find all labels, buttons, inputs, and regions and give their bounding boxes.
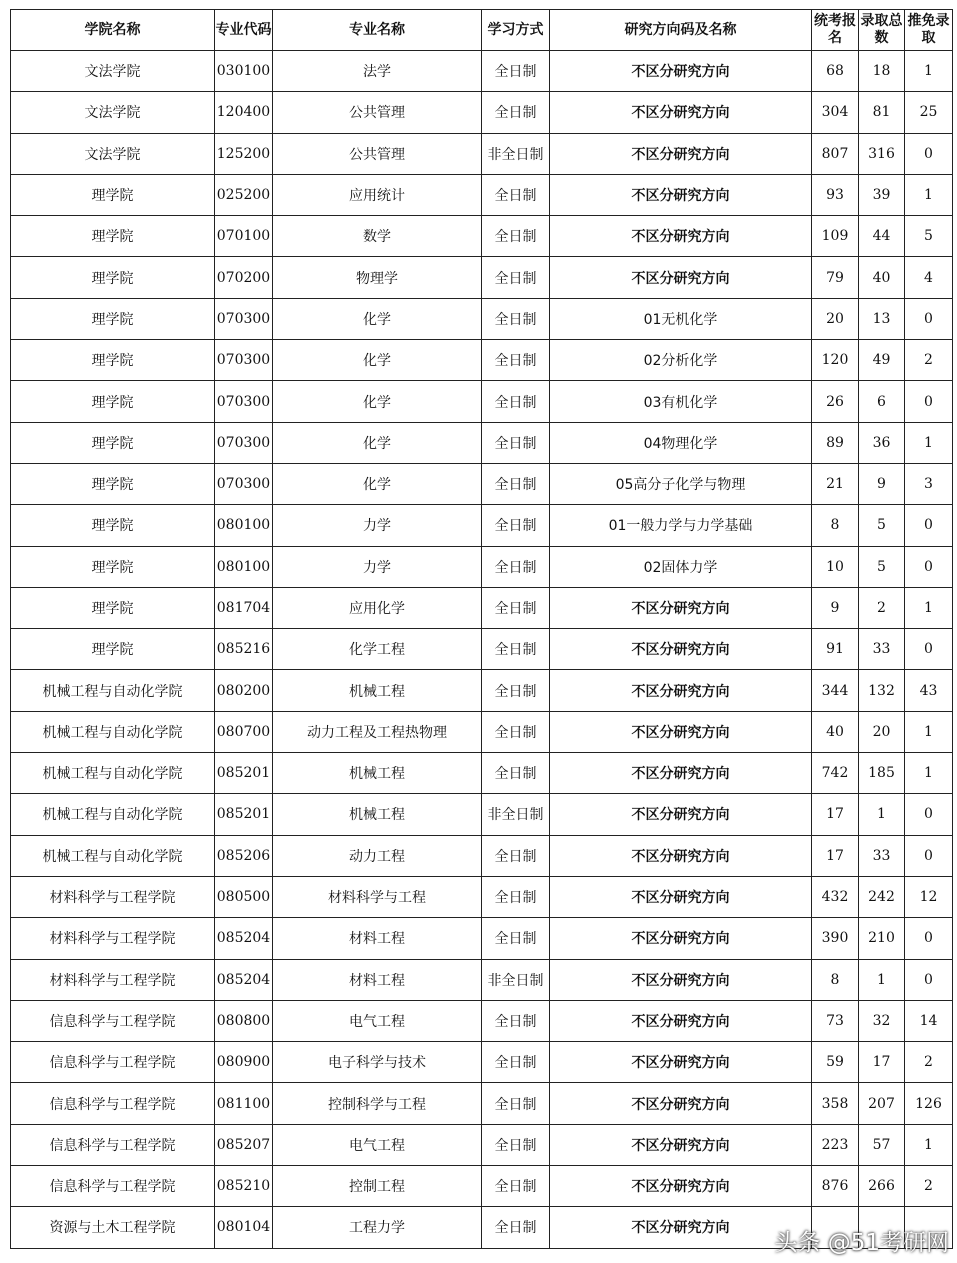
cell-applicants: 17 <box>812 835 859 876</box>
table-row <box>11 546 953 587</box>
cell-applicants: 20 <box>812 298 859 339</box>
cell-applicants: 93 <box>812 174 859 215</box>
table-row <box>11 1124 953 1165</box>
cell-admitted: 49 <box>859 340 905 381</box>
cell-admitted: 18 <box>859 51 905 92</box>
cell-college: 理学院 <box>11 298 215 339</box>
cell-admitted: 242 <box>859 876 905 917</box>
cell-recommended: 2 <box>905 340 953 381</box>
cell-admitted: 210 <box>859 918 905 959</box>
cell-admitted: 13 <box>859 298 905 339</box>
table-row <box>11 876 953 917</box>
cell-college: 理学院 <box>11 587 215 628</box>
cell-code: 080100 <box>215 546 273 587</box>
cell-college: 机械工程与自动化学院 <box>11 794 215 835</box>
cell-direction: 不区分研究方向 <box>550 133 812 174</box>
cell-recommended: 0 <box>905 918 953 959</box>
table-row <box>11 463 953 504</box>
table-row <box>11 629 953 670</box>
cell-applicants: 109 <box>812 216 859 257</box>
cell-college: 理学院 <box>11 505 215 546</box>
header-direction: 研究方向码及名称 <box>550 10 812 51</box>
cell-direction: 不区分研究方向 <box>550 959 812 1000</box>
cell-recommended: 0 <box>905 381 953 422</box>
cell-mode: 全日制 <box>482 546 550 587</box>
cell-admitted: 40 <box>859 257 905 298</box>
cell-recommended: 1 <box>905 587 953 628</box>
table-row <box>11 340 953 381</box>
cell-direction: 不区分研究方向 <box>550 794 812 835</box>
cell-college: 机械工程与自动化学院 <box>11 835 215 876</box>
table-row <box>11 711 953 752</box>
cell-code: 030100 <box>215 51 273 92</box>
cell-admitted: 1 <box>859 959 905 1000</box>
table-row <box>11 1000 953 1041</box>
cell-applicants: 358 <box>812 1083 859 1124</box>
cell-applicants: 79 <box>812 257 859 298</box>
table-row <box>11 505 953 546</box>
cell-major: 物理学 <box>273 257 482 298</box>
cell-admitted: 185 <box>859 753 905 794</box>
cell-recommended: 1 <box>905 753 953 794</box>
cell-college: 文法学院 <box>11 51 215 92</box>
cell-recommended: 0 <box>905 629 953 670</box>
cell-code: 085210 <box>215 1166 273 1207</box>
cell-major: 电子科学与技术 <box>273 1042 482 1083</box>
cell-major: 材料科学与工程 <box>273 876 482 917</box>
cell-applicants: 742 <box>812 753 859 794</box>
table-row <box>11 835 953 876</box>
cell-mode: 全日制 <box>482 381 550 422</box>
header-mode: 学习方式 <box>482 10 550 51</box>
cell-college: 机械工程与自动化学院 <box>11 711 215 752</box>
table-row <box>11 174 953 215</box>
cell-applicants: 8 <box>812 505 859 546</box>
cell-recommended: 0 <box>905 959 953 1000</box>
cell-recommended: 1 <box>905 1124 953 1165</box>
cell-direction: 01一般力学与力学基础 <box>550 505 812 546</box>
cell-code: 080500 <box>215 876 273 917</box>
header-row <box>11 10 953 51</box>
cell-recommended: 0 <box>905 298 953 339</box>
cell-recommended: 0 <box>905 505 953 546</box>
cell-code: 080800 <box>215 1000 273 1041</box>
cell-code: 120400 <box>215 92 273 133</box>
cell-college: 机械工程与自动化学院 <box>11 670 215 711</box>
cell-college: 理学院 <box>11 381 215 422</box>
cell-applicants: 10 <box>812 546 859 587</box>
cell-major: 化学 <box>273 381 482 422</box>
cell-code: 085204 <box>215 918 273 959</box>
table-row <box>11 133 953 174</box>
cell-code: 070300 <box>215 298 273 339</box>
cell-code: 081704 <box>215 587 273 628</box>
cell-applicants: 17 <box>812 794 859 835</box>
cell-college: 资源与土木工程学院 <box>11 1207 215 1248</box>
cell-mode: 全日制 <box>482 629 550 670</box>
cell-college: 信息科学与工程学院 <box>11 1166 215 1207</box>
table-row <box>11 918 953 959</box>
cell-college: 信息科学与工程学院 <box>11 1042 215 1083</box>
table-row <box>11 670 953 711</box>
cell-major: 化学工程 <box>273 629 482 670</box>
cell-college: 理学院 <box>11 216 215 257</box>
cell-admitted: 207 <box>859 1083 905 1124</box>
table-row <box>11 422 953 463</box>
cell-code: 025200 <box>215 174 273 215</box>
cell-mode: 非全日制 <box>482 794 550 835</box>
cell-recommended: 2 <box>905 1042 953 1083</box>
cell-college: 信息科学与工程学院 <box>11 1124 215 1165</box>
cell-mode: 全日制 <box>482 711 550 752</box>
cell-college: 材料科学与工程学院 <box>11 876 215 917</box>
cell-major: 机械工程 <box>273 670 482 711</box>
table-row <box>11 298 953 339</box>
cell-applicants: 432 <box>812 876 859 917</box>
cell-mode: 全日制 <box>482 340 550 381</box>
cell-code: 080104 <box>215 1207 273 1248</box>
header-recommended: 推免录取 <box>905 10 953 51</box>
cell-applicants: 876 <box>812 1166 859 1207</box>
cell-code: 085201 <box>215 753 273 794</box>
cell-major: 电气工程 <box>273 1000 482 1041</box>
cell-direction: 不区分研究方向 <box>550 670 812 711</box>
cell-recommended: 1 <box>905 174 953 215</box>
cell-mode: 全日制 <box>482 174 550 215</box>
cell-admitted: 33 <box>859 835 905 876</box>
cell-code: 070300 <box>215 381 273 422</box>
cell-major: 工程力学 <box>273 1207 482 1248</box>
cell-applicants: 40 <box>812 711 859 752</box>
table-row <box>11 216 953 257</box>
cell-applicants: 223 <box>812 1124 859 1165</box>
cell-admitted: 36 <box>859 422 905 463</box>
cell-recommended: 2 <box>905 1166 953 1207</box>
cell-admitted: 44 <box>859 216 905 257</box>
cell-mode: 全日制 <box>482 1166 550 1207</box>
cell-direction: 不区分研究方向 <box>550 257 812 298</box>
cell-college: 材料科学与工程学院 <box>11 959 215 1000</box>
cell-mode: 全日制 <box>482 918 550 959</box>
cell-applicants: 73 <box>812 1000 859 1041</box>
cell-major: 动力工程及工程热物理 <box>273 711 482 752</box>
cell-major: 材料工程 <box>273 918 482 959</box>
cell-major: 数学 <box>273 216 482 257</box>
cell-code: 081100 <box>215 1083 273 1124</box>
cell-recommended: 1 <box>905 51 953 92</box>
cell-code: 085216 <box>215 629 273 670</box>
cell-major: 力学 <box>273 505 482 546</box>
cell-mode: 全日制 <box>482 216 550 257</box>
cell-applicants: 390 <box>812 918 859 959</box>
cell-recommended: 0 <box>905 835 953 876</box>
cell-direction: 不区分研究方向 <box>550 876 812 917</box>
table-row <box>11 1083 953 1124</box>
table-row <box>11 794 953 835</box>
table-row <box>11 1042 953 1083</box>
cell-major: 控制工程 <box>273 1166 482 1207</box>
cell-direction: 不区分研究方向 <box>550 835 812 876</box>
cell-code: 085201 <box>215 794 273 835</box>
cell-admitted: 17 <box>859 1042 905 1083</box>
cell-admitted: 20 <box>859 711 905 752</box>
cell-major: 公共管理 <box>273 92 482 133</box>
watermark: 头条 @51考研网 <box>774 1230 949 1256</box>
cell-code: 080100 <box>215 505 273 546</box>
cell-applicants: 9 <box>812 587 859 628</box>
table-body <box>11 51 953 1249</box>
cell-direction: 05高分子化学与物理 <box>550 463 812 504</box>
cell-code: 085207 <box>215 1124 273 1165</box>
cell-mode: 全日制 <box>482 422 550 463</box>
cell-applicants: 59 <box>812 1042 859 1083</box>
cell-admitted: 32 <box>859 1000 905 1041</box>
cell-applicants: 8 <box>812 959 859 1000</box>
cell-code: 085206 <box>215 835 273 876</box>
cell-recommended: 25 <box>905 92 953 133</box>
cell-direction: 不区分研究方向 <box>550 918 812 959</box>
cell-major: 化学 <box>273 298 482 339</box>
cell-admitted: 57 <box>859 1124 905 1165</box>
cell-direction: 不区分研究方向 <box>550 1000 812 1041</box>
cell-direction: 不区分研究方向 <box>550 51 812 92</box>
cell-major: 化学 <box>273 422 482 463</box>
cell-direction: 不区分研究方向 <box>550 92 812 133</box>
cell-admitted: 33 <box>859 629 905 670</box>
cell-recommended: 0 <box>905 133 953 174</box>
cell-mode: 全日制 <box>482 51 550 92</box>
cell-direction: 04物理化学 <box>550 422 812 463</box>
cell-admitted: 2 <box>859 587 905 628</box>
cell-mode: 全日制 <box>482 298 550 339</box>
cell-recommended: 3 <box>905 463 953 504</box>
cell-mode: 非全日制 <box>482 133 550 174</box>
cell-major: 化学 <box>273 463 482 504</box>
cell-mode: 全日制 <box>482 670 550 711</box>
cell-college: 理学院 <box>11 629 215 670</box>
cell-college: 理学院 <box>11 340 215 381</box>
cell-mode: 全日制 <box>482 1000 550 1041</box>
cell-major: 公共管理 <box>273 133 482 174</box>
table-row <box>11 1166 953 1207</box>
cell-code: 070300 <box>215 340 273 381</box>
cell-recommended: 1 <box>905 711 953 752</box>
cell-major: 控制科学与工程 <box>273 1083 482 1124</box>
cell-direction: 不区分研究方向 <box>550 1124 812 1165</box>
cell-direction: 不区分研究方向 <box>550 1083 812 1124</box>
cell-applicants: 89 <box>812 422 859 463</box>
cell-admitted: 316 <box>859 133 905 174</box>
cell-direction: 01无机化学 <box>550 298 812 339</box>
cell-college: 文法学院 <box>11 133 215 174</box>
cell-direction: 不区分研究方向 <box>550 753 812 794</box>
cell-code: 080200 <box>215 670 273 711</box>
cell-direction: 不区分研究方向 <box>550 1166 812 1207</box>
cell-mode: 全日制 <box>482 1042 550 1083</box>
header-college: 学院名称 <box>11 10 215 51</box>
cell-admitted: 6 <box>859 381 905 422</box>
cell-major: 机械工程 <box>273 794 482 835</box>
cell-direction: 不区分研究方向 <box>550 1042 812 1083</box>
cell-college: 理学院 <box>11 174 215 215</box>
cell-admitted: 1 <box>859 794 905 835</box>
cell-applicants: 807 <box>812 133 859 174</box>
cell-direction: 不区分研究方向 <box>550 629 812 670</box>
cell-admitted: 266 <box>859 1166 905 1207</box>
cell-major: 电气工程 <box>273 1124 482 1165</box>
cell-major: 化学 <box>273 340 482 381</box>
cell-mode: 全日制 <box>482 92 550 133</box>
cell-college: 理学院 <box>11 463 215 504</box>
cell-mode: 全日制 <box>482 1124 550 1165</box>
cell-applicants: 304 <box>812 92 859 133</box>
cell-college: 理学院 <box>11 546 215 587</box>
cell-major: 应用统计 <box>273 174 482 215</box>
cell-mode: 全日制 <box>482 587 550 628</box>
cell-applicants: 120 <box>812 340 859 381</box>
table-row <box>11 959 953 1000</box>
cell-major: 材料工程 <box>273 959 482 1000</box>
header-admitted: 录取总数 <box>859 10 905 51</box>
cell-applicants: 26 <box>812 381 859 422</box>
cell-direction: 不区分研究方向 <box>550 216 812 257</box>
cell-mode: 全日制 <box>482 463 550 504</box>
cell-code: 125200 <box>215 133 273 174</box>
cell-mode: 全日制 <box>482 1083 550 1124</box>
cell-admitted: 5 <box>859 505 905 546</box>
table-row <box>11 51 953 92</box>
cell-recommended: 43 <box>905 670 953 711</box>
table-row <box>11 753 953 794</box>
cell-direction: 02分析化学 <box>550 340 812 381</box>
cell-mode: 全日制 <box>482 835 550 876</box>
table-row <box>11 257 953 298</box>
cell-mode: 非全日制 <box>482 959 550 1000</box>
cell-code: 070200 <box>215 257 273 298</box>
cell-college: 信息科学与工程学院 <box>11 1000 215 1041</box>
cell-applicants: 91 <box>812 629 859 670</box>
cell-applicants: 68 <box>812 51 859 92</box>
cell-admitted: 132 <box>859 670 905 711</box>
table-row <box>11 92 953 133</box>
cell-college: 信息科学与工程学院 <box>11 1083 215 1124</box>
cell-college: 理学院 <box>11 422 215 463</box>
table-row <box>11 587 953 628</box>
cell-admitted: 39 <box>859 174 905 215</box>
cell-applicants: 344 <box>812 670 859 711</box>
cell-admitted: 5 <box>859 546 905 587</box>
cell-major: 法学 <box>273 51 482 92</box>
cell-code: 070300 <box>215 422 273 463</box>
table-row <box>11 381 953 422</box>
cell-college: 文法学院 <box>11 92 215 133</box>
cell-admitted: 9 <box>859 463 905 504</box>
cell-recommended: 5 <box>905 216 953 257</box>
cell-college: 理学院 <box>11 257 215 298</box>
cell-recommended: 0 <box>905 546 953 587</box>
cell-code: 080700 <box>215 711 273 752</box>
cell-major: 动力工程 <box>273 835 482 876</box>
cell-direction: 02固体力学 <box>550 546 812 587</box>
cell-applicants: 21 <box>812 463 859 504</box>
cell-recommended: 12 <box>905 876 953 917</box>
cell-college: 机械工程与自动化学院 <box>11 753 215 794</box>
cell-major: 力学 <box>273 546 482 587</box>
cell-direction: 不区分研究方向 <box>550 587 812 628</box>
cell-direction: 不区分研究方向 <box>550 174 812 215</box>
cell-mode: 全日制 <box>482 876 550 917</box>
cell-major: 应用化学 <box>273 587 482 628</box>
cell-recommended: 4 <box>905 257 953 298</box>
header-applicants: 统考报名 <box>812 10 859 51</box>
cell-mode: 全日制 <box>482 505 550 546</box>
cell-code: 070100 <box>215 216 273 257</box>
cell-direction: 不区分研究方向 <box>550 711 812 752</box>
cell-recommended: 0 <box>905 794 953 835</box>
cell-admitted: 81 <box>859 92 905 133</box>
cell-code: 080900 <box>215 1042 273 1083</box>
admissions-table <box>10 9 953 1249</box>
cell-code: 070300 <box>215 463 273 504</box>
cell-recommended: 1 <box>905 422 953 463</box>
cell-recommended: 14 <box>905 1000 953 1041</box>
cell-direction: 不区分研究方向 <box>550 1207 812 1248</box>
cell-mode: 全日制 <box>482 257 550 298</box>
cell-major: 机械工程 <box>273 753 482 794</box>
header-code: 专业代码 <box>215 10 273 51</box>
cell-recommended: 126 <box>905 1083 953 1124</box>
cell-college: 材料科学与工程学院 <box>11 918 215 959</box>
cell-mode: 全日制 <box>482 753 550 794</box>
cell-mode: 全日制 <box>482 1207 550 1248</box>
header-major: 专业名称 <box>273 10 482 51</box>
cell-direction: 03有机化学 <box>550 381 812 422</box>
cell-code: 085204 <box>215 959 273 1000</box>
